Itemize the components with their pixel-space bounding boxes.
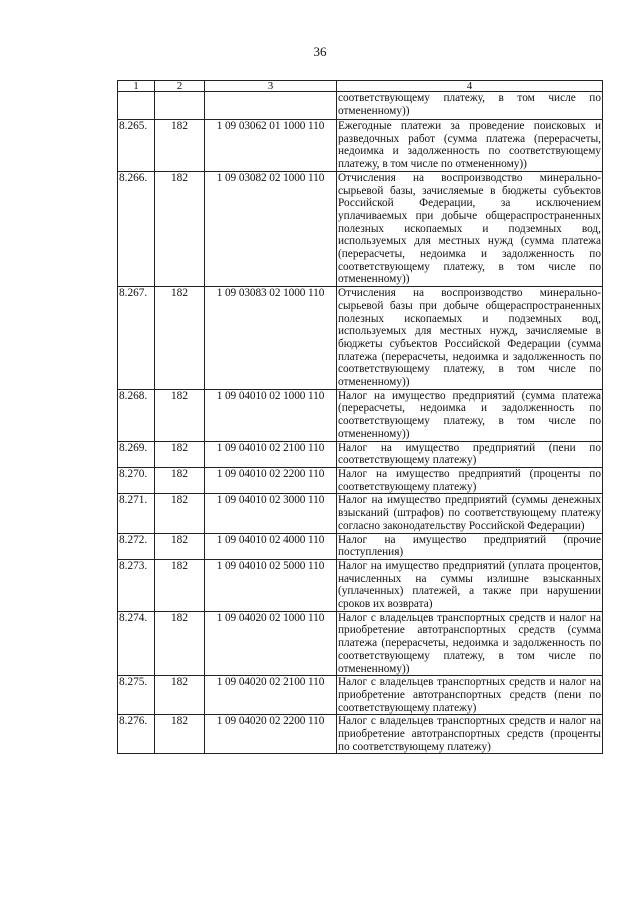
header-row xyxy=(118,81,603,92)
cell-description: Ежегодные платежи за проведение поисковых и разведочных работ (сумма платежа (перерасчеты, недоимка и задолженность по соответствующему платежу, в том числе по отмененному)) xyxy=(338,120,601,171)
cell-code: 1 09 04010 02 4000 110 xyxy=(205,533,337,559)
cell-num: 8.266. xyxy=(118,171,155,286)
cell-description: Налог с владельцев транспортных средств и налог на приобретение автотранспортных средств (пени по соответствующему платежу) xyxy=(338,676,601,714)
table-row xyxy=(118,389,603,441)
cell-num: 8.271. xyxy=(118,494,155,533)
header-col-4: 4 xyxy=(337,81,603,92)
cell-admin: 182 xyxy=(155,533,205,559)
cell-num: 8.275. xyxy=(118,676,155,715)
cell-admin: 182 xyxy=(155,611,205,676)
table-row xyxy=(118,611,603,676)
cell-num: 8.269. xyxy=(118,441,155,467)
cell-description: Отчисления на воспроизводство минерально-сырьевой базы, зачисляемые в бюджеты субъектов Российской Федерации, за исключением уплачиваемых при добыче общераспространенных полезных ископаемых и подземных вод, используемых для местных нужд (сумма платежа (перерасчеты, недоимка и задолженность по соответствующему платежу, в том числе по отмененному)) xyxy=(338,171,601,286)
cell-description: соответствующему платежу, в том числе по отмененному)) xyxy=(337,92,603,120)
cell-admin: 182 xyxy=(155,171,205,286)
cell-code: 1 09 03082 02 1000 110 xyxy=(205,171,337,286)
cell-code: 1 09 04020 02 2200 110 xyxy=(205,715,337,754)
cell-code: 1 09 04010 02 2100 110 xyxy=(205,441,337,467)
table-row xyxy=(118,441,603,467)
cell-code: 1 09 04020 02 2100 110 xyxy=(205,676,337,715)
cell-num: 8.267. xyxy=(118,287,155,390)
cell-admin: 182 xyxy=(155,441,205,467)
table-row xyxy=(118,494,603,533)
page-number: 36 xyxy=(313,44,327,59)
cell-admin: 182 xyxy=(155,389,205,441)
cell-description: Налог на имущество предприятий (пени по соответствующему платежу) xyxy=(338,441,601,467)
cell-admin: 182 xyxy=(155,467,205,493)
cell-admin: 182 xyxy=(155,676,205,715)
header-col-3: 3 xyxy=(205,81,337,92)
table-row xyxy=(118,287,603,390)
cell-admin: 182 xyxy=(155,715,205,754)
cell-admin xyxy=(155,92,205,120)
cell-code xyxy=(205,92,337,120)
cell-num: 8.268. xyxy=(118,389,155,441)
cell-description: Отчисления на воспроизводство минерально-сырьевой базы при добыче общераспространенных полезных ископаемых и подземных вод, используемых для местных нужд, зачисляемые в бюджеты субъектов Российской Федерации (сумма платежа (перерасчеты, недоимка и задолженность по соответствующему платежу, в том числе по отмененному)) xyxy=(338,287,601,389)
table-row xyxy=(118,559,603,611)
table-row xyxy=(118,676,603,715)
cell-code: 1 09 04010 02 1000 110 xyxy=(205,389,337,441)
table-row xyxy=(118,467,603,493)
cell-code: 1 09 03083 02 1000 110 xyxy=(205,287,337,390)
cell-code: 1 09 03062 01 1000 110 xyxy=(205,120,337,172)
cell-description: Налог на имущество предприятий (проценты по соответствующему платежу) xyxy=(338,467,601,493)
cell-code: 1 09 04010 02 5000 110 xyxy=(205,559,337,611)
cell-num: 8.270. xyxy=(118,467,155,493)
cell-num: 8.274. xyxy=(118,611,155,676)
cell-num xyxy=(118,92,155,120)
cell-description: Налог с владельцев транспортных средств и налог на приобретение автотранспортных средств (проценты по соответствующему платежу) xyxy=(338,715,601,753)
cell-description: Налог с владельцев транспортных средств и налог на приобретение автотранспортных средств (сумма платежа (перерасчеты, недоимка и задолженность по соответствующему платежу, в том числе по отмененному)) xyxy=(338,611,601,675)
cell-description: Налог на имущество предприятий (уплата процентов, начисленных на суммы излишне взысканных (уплаченных) платежей, а также при нарушении сроков их возврата) xyxy=(338,559,601,611)
cell-admin: 182 xyxy=(155,120,205,172)
table-row xyxy=(118,171,603,286)
cell-num: 8.276. xyxy=(118,715,155,754)
cell-num: 8.265. xyxy=(118,120,155,172)
cell-description: Налог на имущество предприятий (суммы денежных взысканий (штрафов) по соответствующему платежу согласно законодательству Российской Федерации) xyxy=(338,494,601,532)
budget-classification-table xyxy=(117,80,603,754)
header-col-1: 1 xyxy=(118,81,155,92)
header-col-2: 2 xyxy=(155,81,205,92)
cell-description: Налог на имущество предприятий (сумма платежа (перерасчеты, недоимка и задолженность по соответствующему платежу, в том числе по отмененному)) xyxy=(338,389,601,440)
table-row xyxy=(118,715,603,754)
cell-code: 1 09 04010 02 3000 110 xyxy=(205,494,337,533)
cell-code: 1 09 04010 02 2200 110 xyxy=(205,467,337,493)
cell-num: 8.273. xyxy=(118,559,155,611)
cell-admin: 182 xyxy=(155,287,205,390)
table-row xyxy=(118,533,603,559)
cell-description: Налог на имущество предприятий (прочие поступления) xyxy=(338,533,601,559)
table-row xyxy=(118,120,603,172)
cell-admin: 182 xyxy=(155,494,205,533)
cell-num: 8.272. xyxy=(118,533,155,559)
continuation-row xyxy=(118,92,603,120)
cell-admin: 182 xyxy=(155,559,205,611)
cell-code: 1 09 04020 02 1000 110 xyxy=(205,611,337,676)
